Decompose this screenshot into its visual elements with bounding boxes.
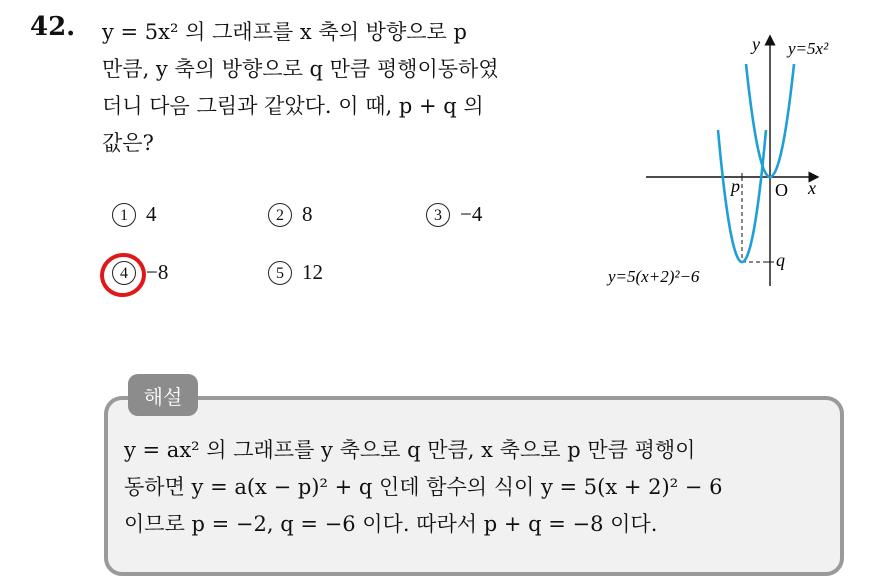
question-line-2: 만큼, y 축의 방향으로 q 만큼 평행이동하였 xyxy=(102,57,499,81)
origin-label: O xyxy=(775,180,788,200)
explanation-text xyxy=(124,432,834,543)
question-line-1: y = 5x² 의 그래프를 x 축의 방향으로 p xyxy=(102,20,467,44)
choice-1-marker: 1 xyxy=(112,203,136,227)
choice-5-marker: 5 xyxy=(268,261,292,285)
p-label: p xyxy=(731,176,740,196)
answer-choices xyxy=(112,202,572,302)
x-axis-label: x xyxy=(808,178,816,198)
question-line-3: 더니 다음 그림과 같았다. 이 때, p + q 의 xyxy=(102,94,484,118)
choice-4[interactable] xyxy=(112,260,168,285)
explanation-line-1: y = ax² 의 그래프를 y 축으로 q 만큼, x 축으로 p 만큼 평행이 xyxy=(124,438,696,462)
explanation-line-2: 동하면 y = a(x − p)² + q 인데 함수의 식이 y = 5(x + 2)² − 6 xyxy=(124,475,723,499)
choice-4-marker: 4 xyxy=(112,261,136,285)
selected-answer-circle-icon xyxy=(96,248,150,301)
question-number: 42. xyxy=(30,12,76,42)
choice-2-value: 8 xyxy=(302,202,313,226)
choice-4-value: −8 xyxy=(146,260,169,284)
y-axis-label: y xyxy=(752,34,760,54)
choice-3[interactable] xyxy=(426,202,482,227)
question-line-4: 값은? xyxy=(102,131,154,155)
parabola-graph xyxy=(600,30,884,300)
curve1-label: y=5x² xyxy=(788,39,829,58)
explanation-line-3: 이므로 p = −2, q = −6 이다. 따라서 p + q = −8 이다. xyxy=(124,512,658,536)
q-label: q xyxy=(776,250,785,270)
question-text xyxy=(102,14,588,162)
explanation-label: 해설 xyxy=(128,374,198,416)
curve2-label: y=5(x+2)²−6 xyxy=(608,267,700,286)
choice-2-marker: 2 xyxy=(268,203,292,227)
choice-3-marker: 3 xyxy=(426,203,450,227)
choice-5-value: 12 xyxy=(302,260,323,284)
choice-1-value: 4 xyxy=(146,202,157,226)
choice-3-value: −4 xyxy=(460,202,483,226)
choice-5[interactable] xyxy=(268,260,323,285)
choice-2[interactable] xyxy=(268,202,313,227)
choice-1[interactable] xyxy=(112,202,157,227)
